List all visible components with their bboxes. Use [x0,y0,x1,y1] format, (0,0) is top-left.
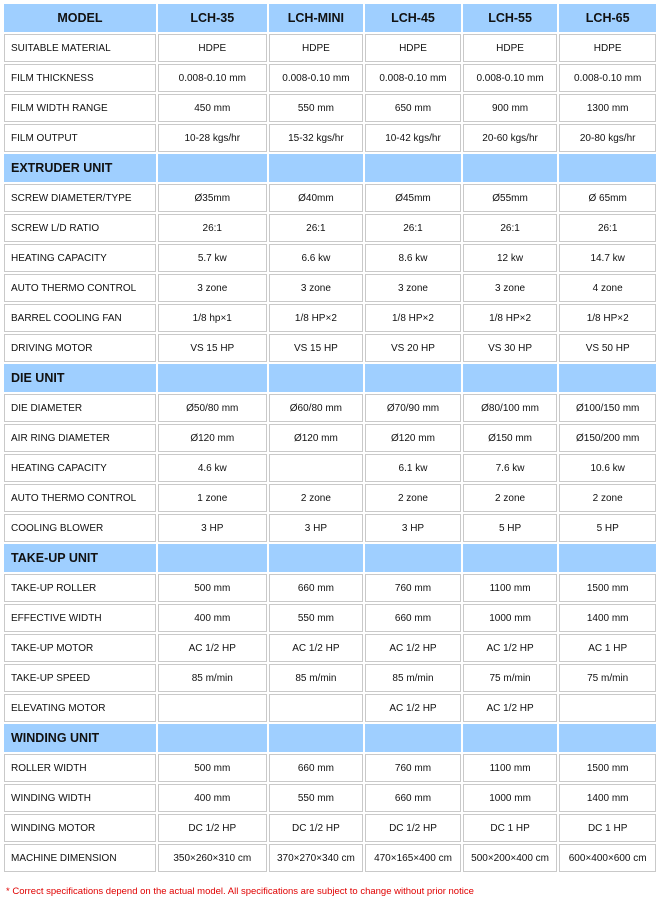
spec-value-cell: 0.008-0.10 mm [463,64,558,92]
spec-value-cell: Ø60/80 mm [269,394,364,422]
spec-value-cell: 26:1 [559,214,656,242]
spec-value-cell: 3 zone [269,274,364,302]
spec-value-cell: Ø 65mm [559,184,656,212]
spec-value-cell: 0.008-0.10 mm [269,64,364,92]
spec-value-cell: 400 mm [158,784,267,812]
spec-label: FILM OUTPUT [4,124,156,152]
spec-table-body [4,4,656,872]
section-filler-cell [365,364,461,392]
spec-value-cell: AC 1/2 HP [463,694,558,722]
spec-label: WINDING MOTOR [4,814,156,842]
spec-value-cell: 650 mm [365,94,461,122]
spec-value-cell: Ø50/80 mm [158,394,267,422]
spec-label: AUTO THERMO CONTROL [4,484,156,512]
section-title: DIE UNIT [4,364,156,392]
spec-row [4,604,656,632]
spec-value-cell: 1/8 hp×1 [158,304,267,332]
section-filler-cell [559,154,656,182]
spec-row [4,124,656,152]
spec-label: DIE DIAMETER [4,394,156,422]
spec-value-cell [269,454,364,482]
spec-value-cell: Ø70/90 mm [365,394,461,422]
section-filler-cell [463,154,558,182]
spec-value-cell: 1/8 HP×2 [269,304,364,332]
spec-value-cell: 2 zone [463,484,558,512]
spec-row [4,394,656,422]
spec-value-cell: AC 1 HP [559,634,656,662]
spec-value-cell: 550 mm [269,784,364,812]
spec-value-cell: HDPE [269,34,364,62]
spec-value-cell: 85 m/min [158,664,267,692]
spec-label: TAKE-UP ROLLER [4,574,156,602]
spec-value-cell: 660 mm [269,574,364,602]
spec-value-cell: 1000 mm [463,784,558,812]
section-filler-cell [365,544,461,572]
spec-value-cell [158,694,267,722]
spec-row [4,64,656,92]
spec-label: AUTO THERMO CONTROL [4,274,156,302]
spec-label: ROLLER WIDTH [4,754,156,782]
spec-label: DRIVING MOTOR [4,334,156,362]
spec-value-cell: 1400 mm [559,784,656,812]
spec-value-cell: 6.6 kw [269,244,364,272]
section-filler-cell [463,544,558,572]
spec-value-cell: 550 mm [269,94,364,122]
spec-value-cell: 3 zone [365,274,461,302]
spec-value-cell: 1/8 HP×2 [559,304,656,332]
spec-value-cell: 900 mm [463,94,558,122]
spec-value-cell: 0.008-0.10 mm [365,64,461,92]
spec-value-cell: 500×200×400 cm [463,844,558,872]
section-filler-cell [269,364,364,392]
spec-value-cell: HDPE [559,34,656,62]
spec-value-cell: DC 1 HP [559,814,656,842]
spec-row [4,334,656,362]
spec-row [4,784,656,812]
section-filler-cell [269,724,364,752]
spec-value-cell: AC 1/2 HP [365,634,461,662]
header-row [4,4,656,32]
spec-label: SCREW L/D RATIO [4,214,156,242]
spec-value-cell: HDPE [365,34,461,62]
spec-value-cell: 660 mm [365,784,461,812]
spec-row [4,454,656,482]
spec-value-cell: 7.6 kw [463,454,558,482]
spec-value-cell: VS 20 HP [365,334,461,362]
spec-value-cell: 3 HP [269,514,364,542]
spec-value-cell: Ø55mm [463,184,558,212]
spec-value-cell: HDPE [158,34,267,62]
spec-value-cell: 15-32 kgs/hr [269,124,364,152]
spec-value-cell: 5 HP [463,514,558,542]
spec-value-cell: Ø100/150 mm [559,394,656,422]
spec-value-cell: 8.6 kw [365,244,461,272]
section-filler-cell [158,544,267,572]
spec-value-cell [269,694,364,722]
spec-value-cell: 2 zone [559,484,656,512]
spec-value-cell: HDPE [463,34,558,62]
header-cell-model: MODEL [4,4,156,32]
spec-value-cell: 5 HP [559,514,656,542]
spec-value-cell: 20-80 kgs/hr [559,124,656,152]
spec-value-cell: 75 m/min [559,664,656,692]
spec-value-cell: AC 1/2 HP [158,634,267,662]
section-filler-cell [463,724,558,752]
header-cell-lch-55: LCH-55 [463,4,558,32]
spec-value-cell: DC 1/2 HP [158,814,267,842]
spec-label: BARREL COOLING FAN [4,304,156,332]
section-row [4,154,656,182]
spec-row [4,694,656,722]
spec-label: FILM THICKNESS [4,64,156,92]
section-filler-cell [559,544,656,572]
spec-value-cell: 12 kw [463,244,558,272]
spec-row [4,754,656,782]
spec-row [4,484,656,512]
spec-value-cell: VS 15 HP [158,334,267,362]
spec-label: WINDING WIDTH [4,784,156,812]
spec-row [4,94,656,122]
spec-value-cell: 85 m/min [269,664,364,692]
spec-row [4,574,656,602]
spec-row [4,844,656,872]
spec-value-cell: DC 1/2 HP [365,814,461,842]
spec-label: COOLING BLOWER [4,514,156,542]
section-filler-cell [158,364,267,392]
spec-value-cell: 350×260×310 cm [158,844,267,872]
section-filler-cell [463,364,558,392]
spec-value-cell: VS 30 HP [463,334,558,362]
spec-value-cell: 450 mm [158,94,267,122]
spec-value-cell: 0.008-0.10 mm [158,64,267,92]
spec-value-cell: Ø45mm [365,184,461,212]
spec-value-cell: Ø35mm [158,184,267,212]
spec-value-cell: 760 mm [365,754,461,782]
section-row [4,544,656,572]
spec-value-cell: 14.7 kw [559,244,656,272]
section-filler-cell [365,154,461,182]
spec-value-cell: VS 50 HP [559,334,656,362]
spec-value-cell: 1500 mm [559,754,656,782]
spec-value-cell: 1500 mm [559,574,656,602]
spec-label: HEATING CAPACITY [4,244,156,272]
spec-row [4,34,656,62]
header-cell-lch-35: LCH-35 [158,4,267,32]
spec-value-cell: 2 zone [269,484,364,512]
spec-value-cell [559,694,656,722]
spec-row [4,274,656,302]
header-cell-lch-65: LCH-65 [559,4,656,32]
spec-value-cell: 75 m/min [463,664,558,692]
spec-value-cell: 660 mm [365,604,461,632]
spec-row [4,304,656,332]
spec-value-cell: 5.7 kw [158,244,267,272]
spec-value-cell: AC 1/2 HP [365,694,461,722]
spec-value-cell: AC 1/2 HP [463,634,558,662]
spec-value-cell: 85 m/min [365,664,461,692]
spec-label: ELEVATING MOTOR [4,694,156,722]
spec-value-cell: 1/8 HP×2 [463,304,558,332]
spec-value-cell: 1300 mm [559,94,656,122]
spec-value-cell: 1100 mm [463,574,558,602]
spec-label: SCREW DIAMETER/TYPE [4,184,156,212]
spec-label: SUITABLE MATERIAL [4,34,156,62]
spec-label: TAKE-UP SPEED [4,664,156,692]
spec-value-cell: 3 zone [158,274,267,302]
spec-value-cell: DC 1/2 HP [269,814,364,842]
spec-value-cell: 20-60 kgs/hr [463,124,558,152]
spec-value-cell: 1000 mm [463,604,558,632]
spec-value-cell: 760 mm [365,574,461,602]
section-filler-cell [158,724,267,752]
spec-value-cell: AC 1/2 HP [269,634,364,662]
spec-value-cell: 600×400×600 cm [559,844,656,872]
spec-value-cell: 26:1 [158,214,267,242]
spec-label: EFFECTIVE WIDTH [4,604,156,632]
spec-label: HEATING CAPACITY [4,454,156,482]
spec-row [4,634,656,662]
spec-value-cell: 1400 mm [559,604,656,632]
spec-value-cell: 550 mm [269,604,364,632]
spec-value-cell: Ø120 mm [269,424,364,452]
spec-label: MACHINE DIMENSION [4,844,156,872]
section-filler-cell [158,154,267,182]
spec-value-cell: 2 zone [365,484,461,512]
spec-value-cell: 400 mm [158,604,267,632]
spec-value-cell: 10-28 kgs/hr [158,124,267,152]
header-cell-lch-45: LCH-45 [365,4,461,32]
spec-value-cell: Ø150 mm [463,424,558,452]
spec-value-cell: DC 1 HP [463,814,558,842]
spec-value-cell: 3 zone [463,274,558,302]
spec-row [4,814,656,842]
spec-row [4,244,656,272]
section-filler-cell [365,724,461,752]
spec-value-cell: 1100 mm [463,754,558,782]
spec-row [4,184,656,212]
spec-value-cell: 500 mm [158,574,267,602]
spec-value-cell: 370×270×340 cm [269,844,364,872]
spec-value-cell: 10-42 kgs/hr [365,124,461,152]
spec-value-cell: 4.6 kw [158,454,267,482]
spec-value-cell: 470×165×400 cm [365,844,461,872]
spec-row [4,424,656,452]
section-row [4,724,656,752]
spec-value-cell: 500 mm [158,754,267,782]
spec-row [4,214,656,242]
section-filler-cell [559,364,656,392]
spec-value-cell: Ø120 mm [158,424,267,452]
spec-value-cell: 1/8 HP×2 [365,304,461,332]
spec-label: TAKE-UP MOTOR [4,634,156,662]
spec-value-cell: 26:1 [365,214,461,242]
section-title: EXTRUDER UNIT [4,154,156,182]
spec-row [4,664,656,692]
spec-value-cell: VS 15 HP [269,334,364,362]
section-title: TAKE-UP UNIT [4,544,156,572]
spec-value-cell: 10.6 kw [559,454,656,482]
spec-value-cell: 26:1 [269,214,364,242]
spec-value-cell: 1 zone [158,484,267,512]
spec-label: AIR RING DIAMETER [4,424,156,452]
spec-value-cell: 6.1 kw [365,454,461,482]
spec-value-cell: 3 HP [158,514,267,542]
section-filler-cell [559,724,656,752]
spec-value-cell: Ø80/100 mm [463,394,558,422]
section-row [4,364,656,392]
footnote: * Correct specifications depend on the actual model. All specifications are subject to change without prior notice [6,886,474,897]
spec-label: FILM WIDTH RANGE [4,94,156,122]
spec-value-cell: Ø150/200 mm [559,424,656,452]
spec-row [4,514,656,542]
section-filler-cell [269,544,364,572]
spec-value-cell: 0.008-0.10 mm [559,64,656,92]
header-cell-lch-mini: LCH-MINI [269,4,364,32]
spec-value-cell: 3 HP [365,514,461,542]
spec-value-cell: Ø40mm [269,184,364,212]
section-filler-cell [269,154,364,182]
spec-value-cell: Ø120 mm [365,424,461,452]
spec-value-cell: 4 zone [559,274,656,302]
spec-value-cell: 660 mm [269,754,364,782]
spec-value-cell: 26:1 [463,214,558,242]
spec-table [2,2,658,874]
section-title: WINDING UNIT [4,724,156,752]
